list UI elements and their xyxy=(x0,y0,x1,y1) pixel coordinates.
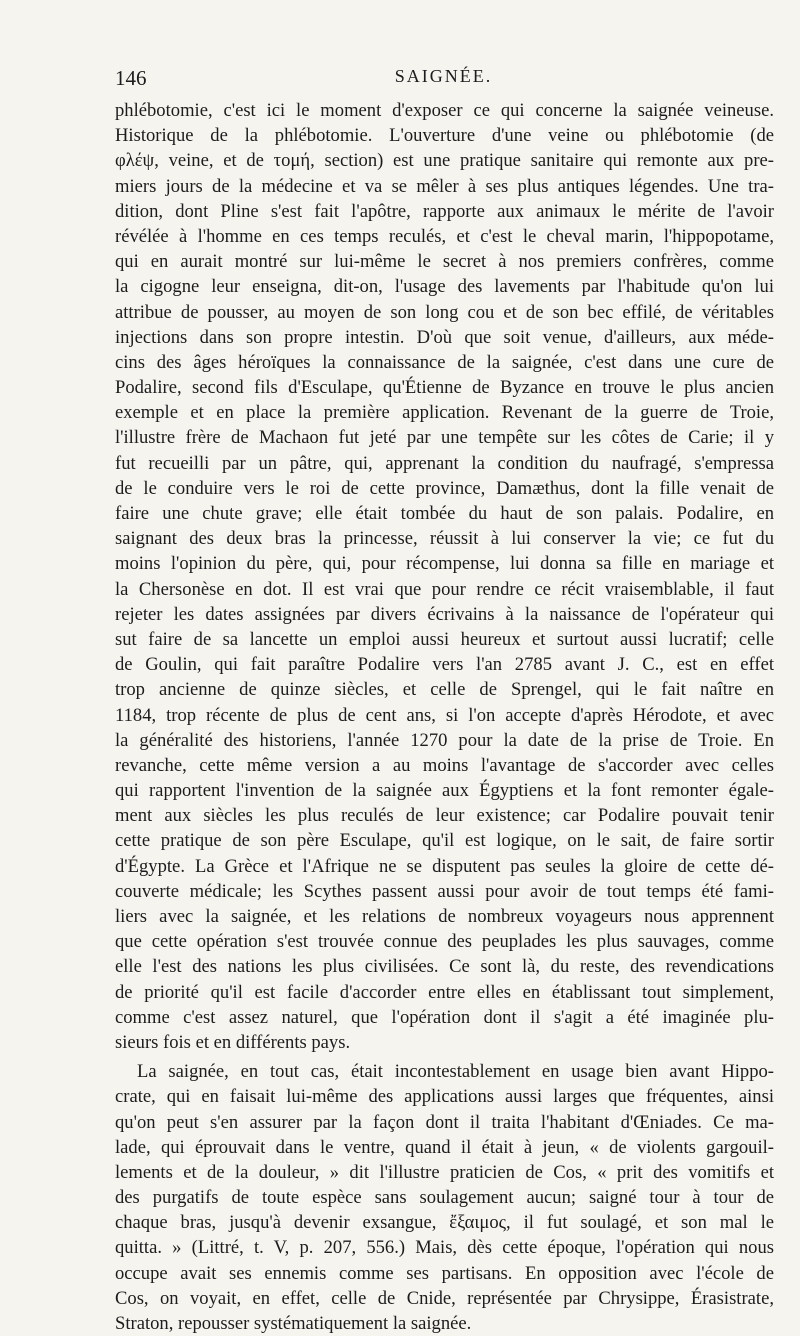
text-line: injections dans son propre intestin. D'où que soit venue, d'ailleurs, aux méde- xyxy=(115,326,774,348)
text-line: saignant des deux bras la princesse, réussit à lui conserver la vie; ce fut du xyxy=(115,528,774,550)
text-line: phlébotomie, c'est ici le moment d'exposer ce qui concerne la saignée veineuse. xyxy=(115,100,774,121)
text-line: de Goulin, qui fait paraître Podalire vers l'an 2785 avant J. C., est en effet xyxy=(115,654,774,676)
text-line: la Chersonèse en dot. Il est vrai que pour rendre ce récit vraisemblable, il faut xyxy=(115,578,774,600)
text-line: l'illustre frère de Machaon fut jeté par une tempête sur les côtes de Carie; il y xyxy=(115,427,774,449)
text-line: sieurs fois et en différents pays. xyxy=(115,1031,351,1053)
text-line: qui rapportent l'invention de la saignée aux Égyptiens et la font remonter égale- xyxy=(115,780,774,802)
text-line: comme c'est assez naturel, que l'opération dont il s'agit a été imaginée plu- xyxy=(115,1006,774,1028)
text-line: exemple et en place la première application. Revenant de la guerre de Troie, xyxy=(115,402,774,424)
text-line: cette pratique de son père Esculape, qu'il est logique, on le sait, de faire sortir xyxy=(115,830,774,852)
text-line: de le conduire vers le roi de cette province, Damæthus, dont la fille venait de xyxy=(115,477,774,499)
text-line: faire une chute grave; elle était tombée du haut de son palais. Podalire, en xyxy=(115,503,774,524)
text-line: cins des âges héroïques la connaissance de la saignée, c'est dans une cure de xyxy=(115,351,774,373)
text-line: lements et de la douleur, » dit l'illustre praticien de Cos, « prit des vomitifs et xyxy=(115,1161,774,1183)
text-line: d'Égypte. La Grèce et l'Afrique ne se disputent pas seules la gloire de cette dé- xyxy=(115,855,774,877)
text-line: qui en aurait montré sur lui-même le secret à nos premiers confrères, comme xyxy=(115,251,774,273)
text-line: Podalire, second fils d'Esculape, qu'Étienne de Byzance en trouve le plus ancien xyxy=(115,377,774,399)
text-line: que cette opération s'est trouvée connue des peuplades les plus sauvages, comme xyxy=(115,931,774,953)
text-line: ment aux siècles les plus reculés de leur existence; car Podalire pouvait tenir xyxy=(115,805,774,827)
text-body xyxy=(115,98,774,1336)
text-line: moins l'opinion du père, qui, pour récompense, lui donna sa fille en mariage et xyxy=(115,553,774,575)
text-line: occupe avait ses ennemis comme ses partisans. En opposition avec l'école de xyxy=(115,1262,774,1284)
text-line: rejeter les dates assignées par divers écrivains à la naissance de l'opérateur qui xyxy=(115,603,774,625)
running-title: SAIGNÉE. xyxy=(394,66,493,86)
text-line: lade, qui éprouvait dans le ventre, quand il était à jeun, « de violents gargouil- xyxy=(115,1136,774,1158)
text-line: La saignée, en tout cas, était incontestablement en usage bien avant Hippo- xyxy=(137,1061,774,1083)
text-line: couverte médicale; les Scythes passent aussi pour avoir de tout temps été fami- xyxy=(115,880,774,902)
text-line: fut recueilli par un pâtre, qui, apprenant la condition du naufragé, s'empressa xyxy=(115,452,774,474)
text-line: trop ancienne de quinze siècles, et celle de Sprengel, qui le fait naître en xyxy=(115,679,774,701)
text-line: Historique de la phlébotomie. L'ouverture d'une veine ou phlébotomie (de xyxy=(115,125,774,147)
text-line: la cigogne leur enseigna, dit-on, l'usage des lavements par l'habitude qu'on lui xyxy=(115,276,774,298)
text-line: révélée à l'homme en ces temps reculés, et c'est le cheval marin, l'hippopotame, xyxy=(115,225,774,247)
text-line: sut faire de sa lancette un emploi aussi heureux et surtout aussi lucratif; celle xyxy=(115,628,774,650)
text-line: Straton, repousser systématiquement la saignée. xyxy=(115,1313,472,1334)
text-line: dition, dont Pline s'est fait l'apôtre, rapporte aux animaux le mérite de l'avoir xyxy=(115,200,774,222)
text-line: la généralité des historiens, l'année 1270 pour la date de la prise de Troie. En xyxy=(115,729,774,751)
page-number: 146 xyxy=(115,66,147,90)
page-header xyxy=(115,66,772,96)
text-line: miers jours de la médecine et va se mêler à ses plus antiques légendes. Une tra- xyxy=(115,175,774,197)
paragraph xyxy=(115,1059,774,1336)
text-line: chaque bras, jusqu'à devenir exsangue, ἔξαιμος, il fut soulagé, et son mal le xyxy=(115,1212,774,1234)
text-line: des purgatifs de toute espèce sans soulagement aucun; saigné tour à tour de xyxy=(115,1187,774,1209)
text-line: elle l'est des nations les plus civilisées. Ce sont là, du reste, des revendications xyxy=(115,956,774,978)
text-line: revanche, cette même version a au moins l'avantage de s'accorder avec celles xyxy=(115,754,774,776)
text-line: liers avec la saignée, et les relations de nombreux voyageurs nous apprennent xyxy=(115,906,774,927)
text-line: Cos, on voyait, en effet, celle de Cnide, représentée par Chrysippe, Érasistrate, xyxy=(115,1287,774,1309)
text-line: φλέψ, veine, et de τομή, section) est une pratique sanitaire qui remonte aux pre- xyxy=(115,150,774,172)
text-line: 1184, trop récente de plus de cent ans, si l'on accepte d'après Hérodote, et avec xyxy=(115,704,774,726)
paragraph xyxy=(115,98,774,1055)
text-line: attribue de pousser, au moyen de son long cou et de son bec effilé, de véritables xyxy=(115,301,774,323)
text-line: quitta. » (Littré, t. V, p. 207, 556.) Mais, dès cette époque, l'opération qui nous xyxy=(115,1237,774,1259)
text-line: qu'on peut s'en assurer par la façon dont il traita l'habitant d'Œniades. Ce ma- xyxy=(115,1111,774,1133)
text-line: crate, qui en faisait lui-même des applications aussi larges que fréquentes, ainsi xyxy=(115,1086,774,1108)
text-line: de priorité qu'il est facile d'accorder entre elles en établissant tout simplement, xyxy=(115,981,774,1003)
